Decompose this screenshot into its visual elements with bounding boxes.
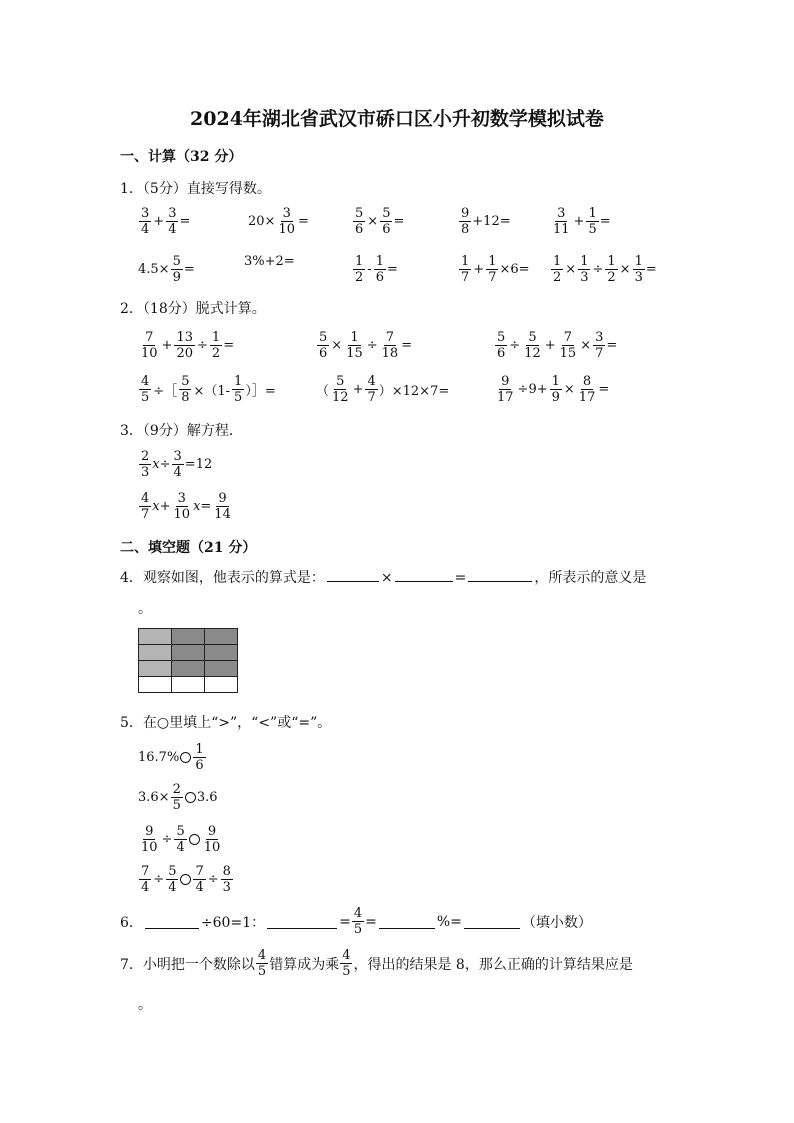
answer-blank[interactable] xyxy=(464,914,520,929)
q2-r1-e1: $\frac{7}{10}$ + $\frac{13}{20}$ ÷ $\frac{1}{2}$ = xyxy=(141,330,235,361)
q2-label: 2．（18分）脱式计算。 xyxy=(120,301,266,317)
fraction: $\frac{7}{4}$ xyxy=(195,864,204,895)
q1-label: 1．（5分）直接写得数。 xyxy=(120,181,271,197)
fraction: $\frac{3}{10}$ xyxy=(278,206,295,237)
q3-label: 3．（9分）解方程． xyxy=(120,423,243,439)
section-1-heading: 一、计算（32 分） xyxy=(120,149,243,165)
q1-r2-e2: 3%+2= xyxy=(244,254,295,269)
q1-r2-e4: $\frac{1}{7}$ + $\frac{1}{7}$ ×6= xyxy=(461,254,530,285)
q2-r2-e1: $\frac{4}{5}$ ÷［ $\frac{5}{8}$ ×（1- $\frac{1}{5}$ ）］= xyxy=(141,374,276,405)
fraction: $\frac{9}{10}$ xyxy=(141,824,158,855)
fraction: $\frac{5}{4}$ xyxy=(168,864,177,895)
q1-r2-e3: $\frac{1}{2}$ - $\frac{1}{6}$ = xyxy=(355,254,398,285)
fraction: $\frac{4}{5}$ xyxy=(257,948,267,979)
fraction: $\frac{5}{6}$ xyxy=(382,206,391,237)
fraction: $\frac{1}{15}$ xyxy=(346,330,363,361)
q7-end: 。 xyxy=(138,997,152,1013)
fraction: $\frac{5}{6}$ xyxy=(355,206,364,237)
fraction: $\frac{4}{7}$ xyxy=(141,491,150,522)
shaded-grid-figure xyxy=(138,628,238,693)
fraction: $\frac{8}{17}$ xyxy=(578,374,596,405)
fraction: $\frac{9}{14}$ xyxy=(214,491,231,522)
q2-r1-e3: $\frac{5}{6}$ ÷ $\frac{5}{12}$ + $\frac{7}{15}$ × $\frac{3}{7}$ = xyxy=(497,330,618,361)
fraction: $\frac{9}{8}$ xyxy=(461,206,470,237)
fraction: $\frac{1}{2}$ xyxy=(553,254,562,285)
answer-blank[interactable] xyxy=(379,914,435,929)
q5-label: 5．在○里填上“>”，“<”或“=”。 xyxy=(120,715,332,731)
fraction: $\frac{5}{12}$ xyxy=(524,330,541,361)
fraction: $\frac{3}{4}$ xyxy=(141,206,150,237)
q1-r1-e3: $\frac{5}{6}$ × $\frac{5}{6}$ = xyxy=(355,206,405,237)
q3-equation-1: $\frac{2}{3}$ x÷ $\frac{3}{4}$ =12 xyxy=(141,449,213,480)
fraction: $\frac{13}{20}$ xyxy=(176,330,193,361)
q5-compare-1: 16.7% $\frac{1}{6}$ xyxy=(138,742,204,773)
q1-r1-e5: $\frac{3}{11}$ + $\frac{1}{5}$ = xyxy=(553,206,611,237)
fraction: $\frac{4}{5}$ xyxy=(141,374,150,405)
answer-blank[interactable] xyxy=(327,567,379,582)
fraction: $\frac{2}{5}$ xyxy=(172,782,181,813)
fraction: $\frac{3}{11}$ xyxy=(553,206,570,237)
q3-equation-2: $\frac{4}{7}$ x+ $\frac{3}{10}$ x= $\frac{9}{14}$ xyxy=(141,491,231,522)
fraction: $\frac{3}{4}$ xyxy=(173,449,182,480)
answer-blank[interactable] xyxy=(468,567,532,582)
fraction: $\frac{3}{7}$ xyxy=(595,330,604,361)
fraction: $\frac{5}{6}$ xyxy=(319,330,328,361)
q1-r2-e1: 4.5× $\frac{5}{9}$ = xyxy=(138,254,195,285)
fraction: $\frac{4}{5}$ xyxy=(342,948,351,979)
fraction: $\frac{1}{7}$ xyxy=(461,254,470,285)
fraction: $\frac{1}{2}$ xyxy=(211,330,221,361)
q1-r1-e2: 20× $\frac{3}{10}$ = xyxy=(248,206,309,237)
section-2-heading: 二、填空题（21 分） xyxy=(120,540,257,556)
fraction: $\frac{1}{3}$ xyxy=(580,254,589,285)
fraction: $\frac{1}{6}$ xyxy=(195,742,204,773)
q5-compare-4: $\frac{7}{4}$ ÷ $\frac{5}{4}$ $\frac{7}{4}$ ÷ $\frac{8}{3}$ xyxy=(141,864,231,895)
q2-r2-e3: $\frac{9}{17}$ ÷9+ $\frac{1}{9}$ × $\frac{8}{17}$ = xyxy=(497,374,610,405)
fraction: $\frac{1}{2}$ xyxy=(607,254,616,285)
fraction: $\frac{1}{6}$ xyxy=(375,254,384,285)
q5-compare-3: $\frac{9}{10}$ ÷ $\frac{5}{4}$ $\frac{9}{10}$ xyxy=(141,824,221,855)
q2-r2-e2: （ $\frac{5}{12}$ + $\frac{4}{7}$ ）×12×7= xyxy=(316,374,450,405)
fraction: $\frac{9}{10}$ xyxy=(203,824,221,855)
fraction: $\frac{3}{10}$ xyxy=(173,491,191,522)
fraction: $\frac{7}{15}$ xyxy=(559,330,577,361)
answer-blank[interactable] xyxy=(145,914,199,929)
fraction: $\frac{1}{9}$ xyxy=(551,374,560,405)
q5-compare-2: 3.6× $\frac{2}{5}$ 3.6 xyxy=(138,782,218,813)
fraction: $\frac{3}{4}$ xyxy=(168,206,177,237)
fraction: $\frac{1}{7}$ xyxy=(488,254,497,285)
fraction: $\frac{5}{8}$ xyxy=(181,374,190,405)
answer-blank[interactable] xyxy=(395,567,453,582)
fraction: $\frac{1}{2}$ xyxy=(355,254,364,285)
fraction: $\frac{2}{3}$ xyxy=(141,449,150,480)
answer-blank[interactable] xyxy=(267,914,337,929)
q6-line: 6． ÷60=1： = $\frac{4}{5}$ = %= （填小数） xyxy=(120,906,592,937)
page-title: 2024年湖北省武汉市硚口区小升初数学模拟试卷 xyxy=(190,108,604,130)
compare-circle[interactable] xyxy=(180,752,191,763)
q7-line: 7．小明把一个数除以 $\frac{4}{5}$ 错算成为乘 $\frac{4}{5}$ ，得出的结果是 8，那么正确的计算结果应是 xyxy=(120,948,633,979)
q2-r1-e2: $\frac{5}{6}$ × $\frac{1}{15}$ ÷ $\frac{7}{18}$ = xyxy=(319,330,413,361)
fraction: $\frac{1}{5}$ xyxy=(234,374,243,405)
fraction: $\frac{5}{6}$ xyxy=(497,330,506,361)
compare-circle[interactable] xyxy=(185,792,196,803)
fraction: $\frac{1}{5}$ xyxy=(588,206,597,237)
fraction: $\frac{5}{12}$ xyxy=(332,374,349,405)
fraction: $\frac{5}{4}$ xyxy=(176,824,185,855)
fraction: $\frac{9}{17}$ xyxy=(497,374,514,405)
compare-circle[interactable] xyxy=(189,834,200,845)
fraction: $\frac{8}{3}$ xyxy=(222,864,231,895)
q1-r1-e4: $\frac{9}{8}$ +12= xyxy=(461,206,511,237)
fraction: $\frac{1}{3}$ xyxy=(634,254,643,285)
q4-end: 。 xyxy=(138,601,152,617)
fraction: $\frac{7}{10}$ xyxy=(141,330,158,361)
fraction: $\frac{4}{7}$ xyxy=(367,374,376,405)
compare-circle[interactable] xyxy=(180,874,191,885)
fraction: $\frac{4}{5}$ xyxy=(353,906,363,937)
q1-r2-e5: $\frac{1}{2}$ × $\frac{1}{3}$ ÷ $\frac{1}{2}$ × $\frac{1}{3}$ = xyxy=(553,254,657,285)
fraction: $\frac{7}{18}$ xyxy=(381,330,399,361)
fraction: $\frac{7}{4}$ xyxy=(141,864,150,895)
q4-line: 4．观察如图，他表示的算式是： × = ，所表示的意义是 xyxy=(120,567,646,587)
fraction: $\frac{5}{9}$ xyxy=(172,254,181,285)
q1-r1-e1: $\frac{3}{4}$ + $\frac{3}{4}$ = xyxy=(141,206,191,237)
